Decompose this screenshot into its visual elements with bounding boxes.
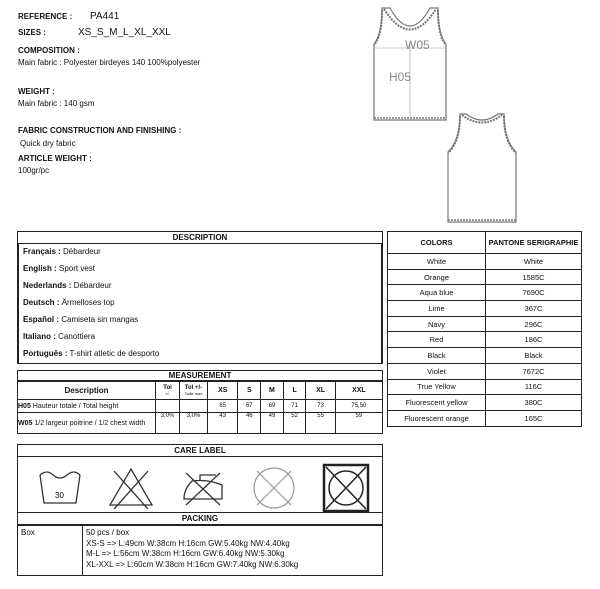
packing-table [17,525,383,576]
pantone-code: 1585C [486,269,582,285]
meas-col-s: S [238,382,261,400]
fabric-value: Quick dry fabric [20,139,76,148]
measurement-section [17,370,383,434]
care-icons-row [17,457,383,520]
color-row [388,379,582,395]
meas-col-m: M [261,382,284,400]
pantone-code: 7690C [486,285,582,301]
care-label-section [17,444,383,520]
desc-row [18,346,382,363]
desc-row [18,295,382,312]
tol-sub: Taille max [184,390,203,396]
color-row [388,301,582,317]
meas-row-desc [18,400,156,413]
no-bleach-icon [106,465,156,511]
lang-text: Débardeur [73,281,112,290]
packing-label: Box [18,526,83,576]
meas-tol2 [180,400,208,413]
meas-col-l: L [283,382,306,400]
weight-label: WEIGHT : [18,87,55,96]
composition-label: COMPOSITION : [18,46,80,55]
color-name: Lime [388,301,486,317]
measurement-title: MEASUREMENT [17,370,383,381]
meas-col-xl: XL [306,382,335,400]
meas-col-xxl: XXL [335,382,382,400]
wash-30-icon [38,469,82,509]
sizes-label: SIZES : [18,28,47,37]
color-name: Fluorescent yellow [388,395,486,411]
description-title: DESCRIPTION [17,231,383,244]
article-weight-label: ARTICLE WEIGHT : [18,154,92,163]
lang-label: Português : [23,349,68,358]
meas-value: 59 [335,413,382,434]
pantone-header: PANTONE SERIGRAPHIE [486,232,582,254]
color-name: Red [388,332,486,348]
article-weight-value: 100gr/pc [18,166,50,175]
no-tumble-dry-icon [321,462,371,514]
color-row [388,285,582,301]
lang-label: Nederlands : [23,281,72,290]
fabric-label: FABRIC CONSTRUCTION AND FINISHING : [18,126,182,135]
meas-value: 65 [208,400,238,413]
packing-line: M-L => L:56cm W:38cm H:16cm GW:6.40kg NW:5.30kg [86,549,285,558]
tol-label: Tol +/- [184,384,203,391]
meas-tol1 [156,400,180,413]
lang-label: English : [23,264,57,273]
lang-text: Canottiera [58,332,96,341]
meas-value: 69 [261,400,284,413]
colors-table [387,231,582,427]
packing-line: XL-XXL => L:60cm W:38cm H:16cm GW:7.40kg NW:6.30kg [86,559,299,569]
color-row [388,254,582,270]
w05-label: W05 [405,38,430,52]
tank-back-sketch [442,110,522,226]
color-name: Fluorescent orange [388,410,486,426]
tol-label: Tol [163,384,172,391]
color-name: Navy [388,316,486,332]
color-row [388,395,582,411]
color-row [388,410,582,426]
color-name: True Yellow [388,379,486,395]
color-name: Black [388,348,486,364]
lang-label: Italiano : [23,332,56,341]
pantone-code: 296C [486,316,582,332]
color-row [388,269,582,285]
meas-col-tol1 [156,382,180,400]
meas-value: 49 [261,413,284,434]
desc-row [18,278,382,295]
desc-row [18,244,382,261]
meas-value: 73 [306,400,335,413]
weight-value: Main fabric : 140 gsm [18,99,95,108]
reference-value: PA441 [90,11,120,22]
lang-text: Camiseta sin mangas [61,315,139,324]
no-dry-clean-icon [251,463,297,513]
pantone-code: 165C [486,410,582,426]
reference-label: REFERENCE : [18,12,73,21]
pantone-code: 186C [486,332,582,348]
sizes-value: XS_S_M_L_XL_XXL [78,27,171,38]
reference-row [18,12,72,21]
pantone-code: 367C [486,301,582,317]
meas-value: 43 [208,413,238,434]
lang-text: Ärmelloses top [61,298,115,307]
meas-value: 52 [283,413,306,434]
tank-front-sketch [360,4,460,124]
meas-desc: Hauteur totale / Total height [32,402,119,410]
meas-col-description: Description [18,382,156,400]
meas-code: H05 [18,402,31,410]
composition-value: Main fabric : Polyester birdeyes 140 100%polyester [18,58,201,67]
desc-row [18,329,382,346]
lang-text: Débardeur [63,247,101,256]
meas-value: 67 [238,400,261,413]
pantone-code: White [486,254,582,270]
meas-row-desc [18,413,156,434]
packing-line: 50 pcs / box [86,528,130,537]
meas-desc: 1/2 largeur poitrine / 1/2 chest width [34,419,146,427]
packing-details [83,526,383,576]
description-section [17,231,383,364]
color-row [388,363,582,379]
no-iron-icon [178,467,228,509]
meas-value: 71 [283,400,306,413]
meas-col-tol2 [180,382,208,400]
lang-label: Español : [23,315,60,324]
desc-row [18,261,382,278]
measurement-table [17,381,383,434]
color-row [388,332,582,348]
meas-code: W05 [18,419,33,427]
color-name: Orange [388,269,486,285]
packing-line: XS-S => L:49cm W:38cm H:16cm GW:5.40kg NW:4.40kg [86,538,290,548]
wash-temp: 30 [55,491,64,500]
meas-tol1: 3,0% [156,413,180,434]
lang-text: T-shirt atletic de desporto [69,349,160,358]
color-row [388,348,582,364]
care-label-title: CARE LABEL [17,444,383,457]
tol-sub: +/- [165,390,170,396]
pantone-code: Black [486,348,582,364]
color-row [388,316,582,332]
packing-title: PACKING [17,512,383,525]
meas-value: 75,50 [335,400,382,413]
lang-text: Sport vest [59,264,96,273]
pantone-code: 380C [486,395,582,411]
color-name: White [388,254,486,270]
meas-col-xs: XS [208,382,238,400]
color-name: Aqua blue [388,285,486,301]
meas-value: 55 [306,413,335,434]
packing-section [17,512,383,576]
lang-label: Deutsch : [23,298,60,307]
color-name: Violet [388,363,486,379]
pantone-code: 116C [486,379,582,395]
lang-label: Français : [23,247,61,256]
meas-tol2: 3,0% [180,413,208,434]
h05-label: H05 [389,70,412,84]
desc-row [18,312,382,329]
meas-value: 46 [238,413,261,434]
colors-header: COLORS [388,232,486,254]
pantone-code: 7672C [486,363,582,379]
